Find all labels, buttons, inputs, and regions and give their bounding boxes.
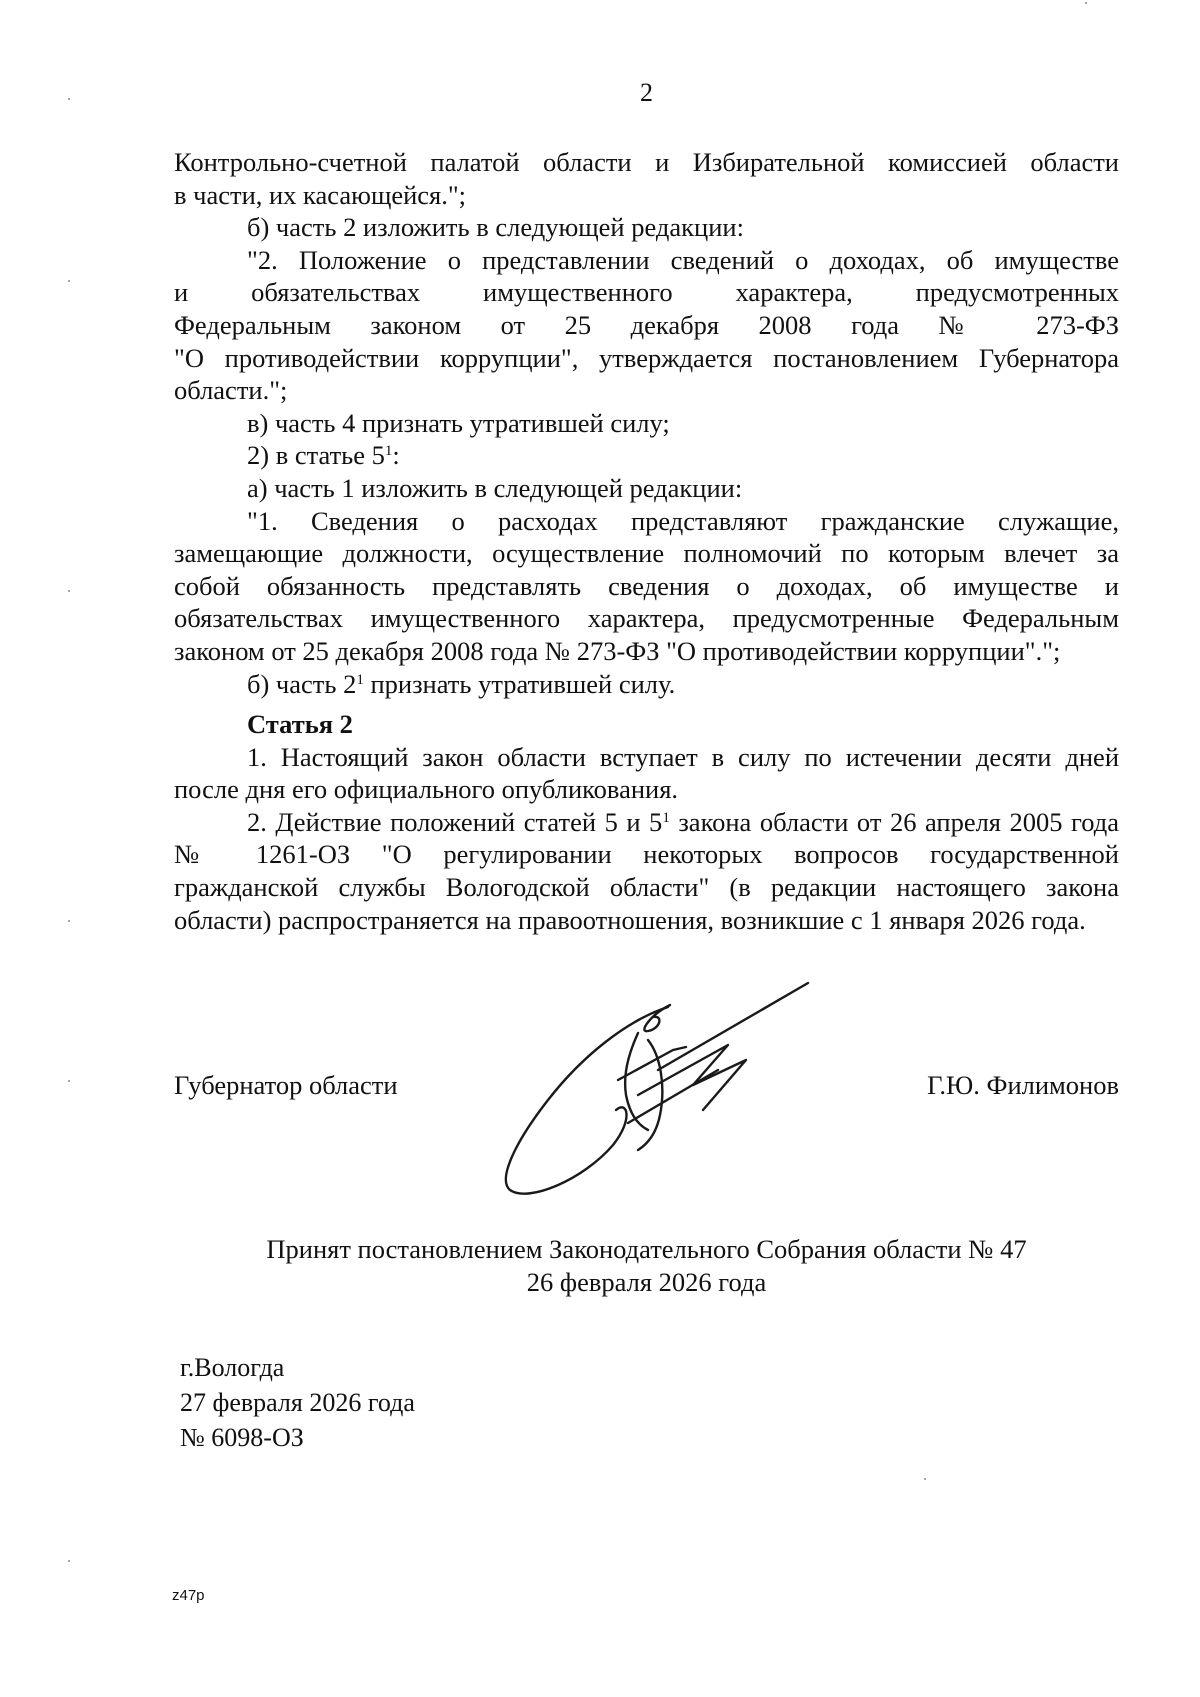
paragraph-line: в части, их касающейся."; xyxy=(174,179,467,210)
paragraph-line: обязательствах имущественного характера, предусмотренные Федеральным xyxy=(174,603,1119,634)
paragraph-line: гражданской службы Вологодской области" (в редакции настоящего закона xyxy=(174,872,1119,903)
article-heading: Статья 2 xyxy=(247,709,353,740)
text-fragment: : xyxy=(392,440,400,471)
text-fragment: признать утратившей силу. xyxy=(363,668,676,699)
text-fragment: 2) в статье 5 xyxy=(247,440,385,471)
paragraph-line: области."; xyxy=(174,375,288,406)
paragraph-line xyxy=(174,806,1119,839)
scan-speck xyxy=(924,1478,926,1480)
document-code: z47p xyxy=(172,1587,205,1604)
paragraph-line: после дня его официального опубликования. xyxy=(174,774,679,805)
scan-speck xyxy=(68,1080,70,1082)
superscript: 1 xyxy=(384,443,393,460)
adoption-note xyxy=(174,1233,1119,1299)
paragraph-line: замещающие должности, осуществление полномочий по которым влечет за xyxy=(174,538,1119,569)
paragraph-line: собой обязанность представлять сведения о доходах, об имуществе и xyxy=(174,570,1119,601)
paragraph-line: и обязательствах имущественного характера, предусмотренных xyxy=(174,277,1119,308)
text-fragment: 2. Действие положений статей 5 и 5 xyxy=(247,806,663,837)
text-fragment: б) часть 2 xyxy=(247,668,357,699)
signatory-name: Г.Ю. Филимонов xyxy=(927,1070,1119,1100)
paragraph xyxy=(174,668,1119,701)
superscript: 1 xyxy=(356,671,364,688)
place-date-number xyxy=(180,1350,415,1455)
scan-speck xyxy=(68,1560,70,1562)
adoption-line: Принят постановлением Законодательного Собрания области № 47 xyxy=(266,1234,1027,1264)
paragraph xyxy=(174,439,1119,472)
paragraph-line: 1. Настоящий закон области вступает в силу по истечении десяти дней xyxy=(247,741,1119,772)
paragraph-line: Федеральным законом от 25 декабря 2008 года № 273-ФЗ xyxy=(174,309,1119,340)
handwritten-signature xyxy=(488,975,818,1205)
paragraph: а) часть 1 изложить в следующей редакции: xyxy=(247,472,743,503)
superscript: 1 xyxy=(662,809,670,826)
paragraph-line: "2. Положение о представлении сведений о доходах, об имуществе xyxy=(247,244,1119,275)
law-number: № 6098-ОЗ xyxy=(180,1423,304,1452)
document-body xyxy=(174,146,1119,936)
signatory-position: Губернатор области xyxy=(174,1070,398,1100)
city: г.Вологда xyxy=(180,1353,285,1382)
paragraph-line: "1. Сведения о расходах представляют гражданские служащие, xyxy=(247,505,1119,536)
text-fragment: закона области от 26 апреля 2005 года xyxy=(669,806,1119,837)
scan-speck xyxy=(1085,2,1087,4)
paragraph: в) часть 4 признать утратившей силу; xyxy=(247,407,670,438)
page-number: 2 xyxy=(640,78,653,107)
scan-speck xyxy=(68,920,70,922)
scan-speck xyxy=(68,280,70,282)
paragraph-line: области) распространяется на правоотношения, возникшие с 1 января 2026 года. xyxy=(174,904,1086,935)
scan-speck xyxy=(68,590,70,592)
adoption-date: 26 февраля 2026 года xyxy=(526,1267,767,1297)
paragraph-line: законом от 25 декабря 2008 года № 273-ФЗ "О противодействии коррупции"."; xyxy=(174,635,1061,666)
paragraph: б) часть 2 изложить в следующей редакции: xyxy=(247,212,744,243)
scan-speck xyxy=(68,98,70,100)
paragraph-line: № 1261-ОЗ "О регулировании некоторых вопросов государственной xyxy=(174,839,1119,870)
paragraph-line: Контрольно-счетной палатой области и Избирательной комиссией области xyxy=(174,147,1119,177)
paragraph-line: "О противодействии коррупции", утверждается постановлением Губернатора xyxy=(174,342,1119,373)
signing-date: 27 февраля 2026 года xyxy=(180,1388,415,1417)
